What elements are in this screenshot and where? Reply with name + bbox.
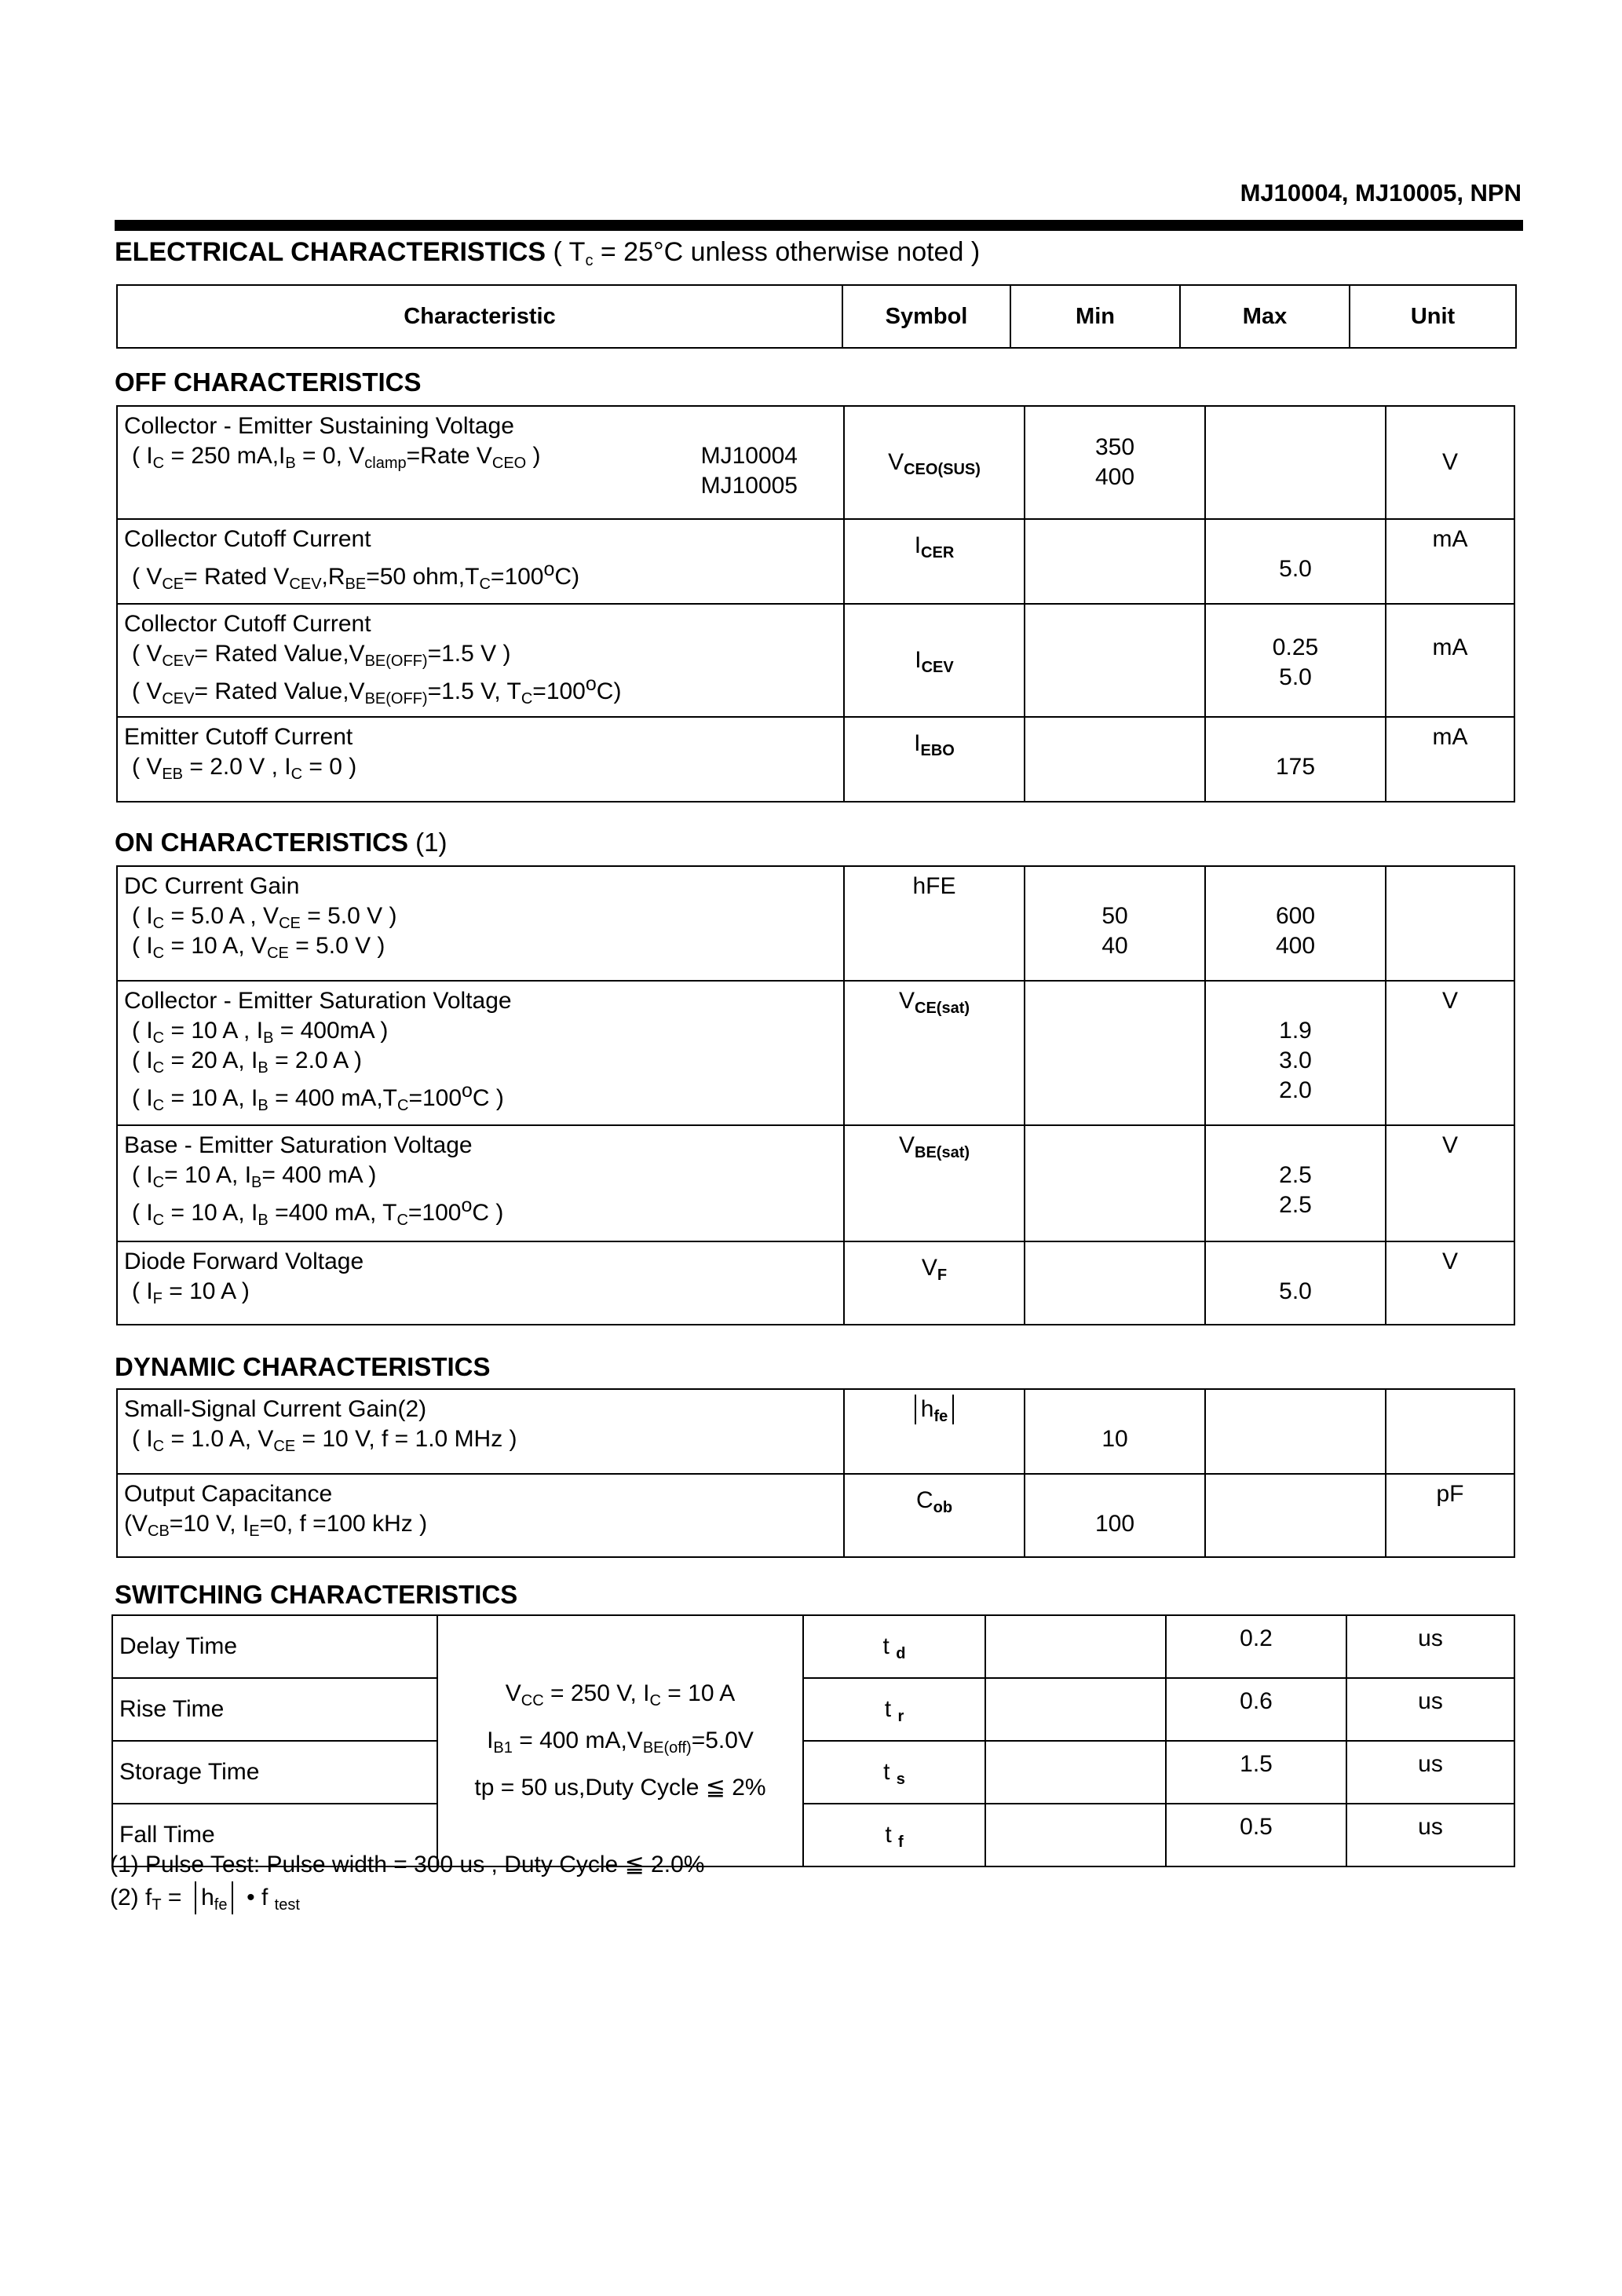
- table-row: [112, 1678, 1514, 1741]
- group-dynamic-title: DYNAMIC CHARACTERISTICS: [115, 1352, 491, 1381]
- unit-cell: mA: [1386, 717, 1514, 802]
- switching-name-cell: Fall Time: [112, 1804, 437, 1866]
- max-cell: 1.5: [1166, 1741, 1346, 1804]
- group-on-title: ON CHARACTERISTICS (1): [115, 828, 448, 857]
- unit-cell: mA: [1386, 519, 1514, 604]
- unit-cell: [1386, 1389, 1514, 1474]
- part-numbers: MJ10004, MJ10005, NPN: [1240, 179, 1522, 207]
- max-cell: 0.25 5.0: [1205, 604, 1386, 717]
- header-rule: [115, 220, 1523, 231]
- unit-cell: us: [1346, 1741, 1514, 1804]
- table-row: [117, 604, 1514, 717]
- section-title: [115, 237, 980, 268]
- section-title-condition: ( $T_c = 25^\circ C$ unless otherwise noted ): [553, 237, 981, 269]
- dynamic-table: [116, 1388, 1515, 1558]
- char-cell: Base - Emitter Saturation Voltage ( $I_C= 10$ A, $I_B= 400$ mA ) ( $I_C = 10$ A, $I_B =400$ mA, $T_C=100^oC$ ): [117, 1125, 844, 1241]
- max-cell: 0.5: [1166, 1804, 1346, 1866]
- switching-table: [111, 1614, 1515, 1867]
- on-table: [116, 865, 1515, 1325]
- max-cell: [1205, 1389, 1386, 1474]
- symbol-cell: $V_F$: [844, 1241, 1025, 1325]
- unit-cell: [1386, 866, 1514, 981]
- table-row: [117, 406, 1514, 519]
- max-cell: 0.6: [1166, 1678, 1346, 1741]
- switching-name-cell: Rise Time: [112, 1678, 437, 1741]
- min-cell: 100: [1025, 1474, 1205, 1557]
- symbol-cell: $I_{CER}$: [844, 519, 1025, 604]
- min-cell: 350 400: [1025, 406, 1205, 519]
- table-row: [117, 717, 1514, 802]
- footnote-2: (2) $f_T = h_{fe}$ • f $_{test}$: [110, 1881, 704, 1914]
- max-cell: [1205, 1474, 1386, 1557]
- min-cell: 50 40: [1025, 866, 1205, 981]
- symbol-cell: $I_{CEV}$: [844, 604, 1025, 717]
- unit-cell: mA: [1386, 604, 1514, 717]
- min-cell: [1025, 604, 1205, 717]
- symbol-cell: t $_d$: [803, 1615, 985, 1678]
- char-cell: Emitter Cutoff Current ( $V_{EB} = 2.0$ V , $I_C = 0$ ): [117, 717, 844, 802]
- min-cell: [1025, 519, 1205, 604]
- max-cell: 1.9 3.0 2.0: [1205, 981, 1386, 1125]
- symbol-cell: $V_{CEO(SUS)}$: [844, 406, 1025, 519]
- max-cell: 175: [1205, 717, 1386, 802]
- char-cell: DC Current Gain ( $I_C = 5.0$ A , $V_{CE} = 5.0$ V ) ( $I_C = 10$ A, $V_{CE} = 5.0$ V ): [117, 866, 844, 981]
- switching-conditions-cell: $V_{CC} = 250$ V, $I_C = 10$ A $I_{B1} = 400$ $mA,V_{BE(off)}=5.0V$ tp = 50 us,Duty Cycle ≦ 2%: [437, 1615, 803, 1866]
- min-cell: [985, 1741, 1166, 1804]
- col-symbol: Symbol: [843, 286, 1011, 347]
- min-cell: 10: [1025, 1389, 1205, 1474]
- min-cell: [985, 1615, 1166, 1678]
- table-row: [112, 1741, 1514, 1804]
- char-cell: Collector Cutoff Current ( $V_{CE}=$ Rated $V_{CEV},R_{BE}=50$ $ohm,T_C=100^oC$): [117, 519, 844, 604]
- char-cell: Small-Signal Current Gain(2) ( $I_C = 1.0$ A, $V_{CE} = 10$ V, f = 1.0 MHz ): [117, 1389, 844, 1474]
- table-row: [117, 1125, 1514, 1241]
- min-cell: [1025, 981, 1205, 1125]
- symbol-cell: t $_r$: [803, 1678, 985, 1741]
- symbol-cell: $V_{CE(sat)}$: [844, 981, 1025, 1125]
- col-unit: Unit: [1410, 303, 1456, 329]
- unit-cell: us: [1346, 1615, 1514, 1678]
- max-cell: 600 400: [1205, 866, 1386, 981]
- max-cell: 5.0: [1205, 519, 1386, 604]
- char-cell: Collector - Emitter Saturation Voltage ( $I_C = 10$ A , $I_B = 400mA$ ) ( $I_C = 20$ A, $I_B = 2.0$ A ) ( $I_C = 10$ A, $I_B = 400$ $mA,T_C=100^oC$ ): [117, 981, 844, 1125]
- char-cell: Collector - Emitter Sustaining Voltage ( $I_C = 250$ $mA,I_B = 0$, $V_{clamp}=Rate$ $V_{CEO}$ ) MJ10004 MJ10005: [117, 406, 844, 519]
- group-off-title: OFF CHARACTERISTICS: [115, 367, 422, 397]
- col-max: Max: [1181, 286, 1350, 347]
- switching-name-cell: Delay Time: [112, 1615, 437, 1678]
- min-cell: [1025, 1241, 1205, 1325]
- group-switching-title: SWITCHING CHARACTERISTICS: [115, 1580, 518, 1609]
- col-characteristic: Characteristic: [118, 286, 843, 347]
- char-cell: Output Capacitance ($V_{CB}=10$ V, $I_E=0$, f =100 kHz ): [117, 1474, 844, 1557]
- symbol-cell: t $_s$: [803, 1741, 985, 1804]
- unit-cell: pF: [1386, 1474, 1514, 1557]
- unit-cell: V: [1386, 406, 1514, 519]
- symbol-cell: hFE: [844, 866, 1025, 981]
- switching-name-cell: Storage Time: [112, 1741, 437, 1804]
- table-row: [117, 1241, 1514, 1325]
- unit-cell: V: [1386, 981, 1514, 1125]
- min-cell: [1025, 1125, 1205, 1241]
- unit-cell: V: [1386, 1241, 1514, 1325]
- column-header-row: [116, 284, 1517, 349]
- symbol-cell: t $_f$: [803, 1804, 985, 1866]
- footnote-1: (1) Pulse Test: Pulse width = 300 us , Duty Cycle ≦ 2.0%: [110, 1852, 705, 1877]
- symbol-cell: $h_{fe}$: [844, 1389, 1025, 1474]
- table-row: [117, 1389, 1514, 1474]
- footnotes: [110, 1848, 704, 1914]
- table-row: [112, 1615, 1514, 1678]
- symbol-cell: $I_{EBO}$: [844, 717, 1025, 802]
- max-cell: [1205, 406, 1386, 519]
- table-row: [117, 519, 1514, 604]
- min-cell: [985, 1678, 1166, 1741]
- min-cell: [985, 1804, 1166, 1866]
- char-cell: Diode Forward Voltage ( $I_F = 10$ A ): [117, 1241, 844, 1325]
- symbol-cell: $V_{BE(sat)}$: [844, 1125, 1025, 1241]
- max-cell: 5.0: [1205, 1241, 1386, 1325]
- max-cell: 0.2: [1166, 1615, 1346, 1678]
- max-cell: 2.5 2.5: [1205, 1125, 1386, 1241]
- table-row: [117, 866, 1514, 981]
- char-cell: Collector Cutoff Current ( $V_{CEV}=$ Rated $Value,V_{BE(OFF)}=1.5$ V ) ( $V_{CEV}=$ Rated $Value,V_{BE(OFF)}=1.5$ V, $T_C=100^oC$): [117, 604, 844, 717]
- section-title-main: ELECTRICAL CHARACTERISTICS: [115, 237, 546, 267]
- symbol-cell: $C_{ob}$: [844, 1474, 1025, 1557]
- min-cell: [1025, 717, 1205, 802]
- table-row: [117, 1474, 1514, 1557]
- unit-cell: V: [1386, 1125, 1514, 1241]
- off-table: [116, 405, 1515, 803]
- table-row: [117, 981, 1514, 1125]
- unit-cell: us: [1346, 1804, 1514, 1866]
- unit-cell: us: [1346, 1678, 1514, 1741]
- col-min: Min: [1011, 286, 1181, 347]
